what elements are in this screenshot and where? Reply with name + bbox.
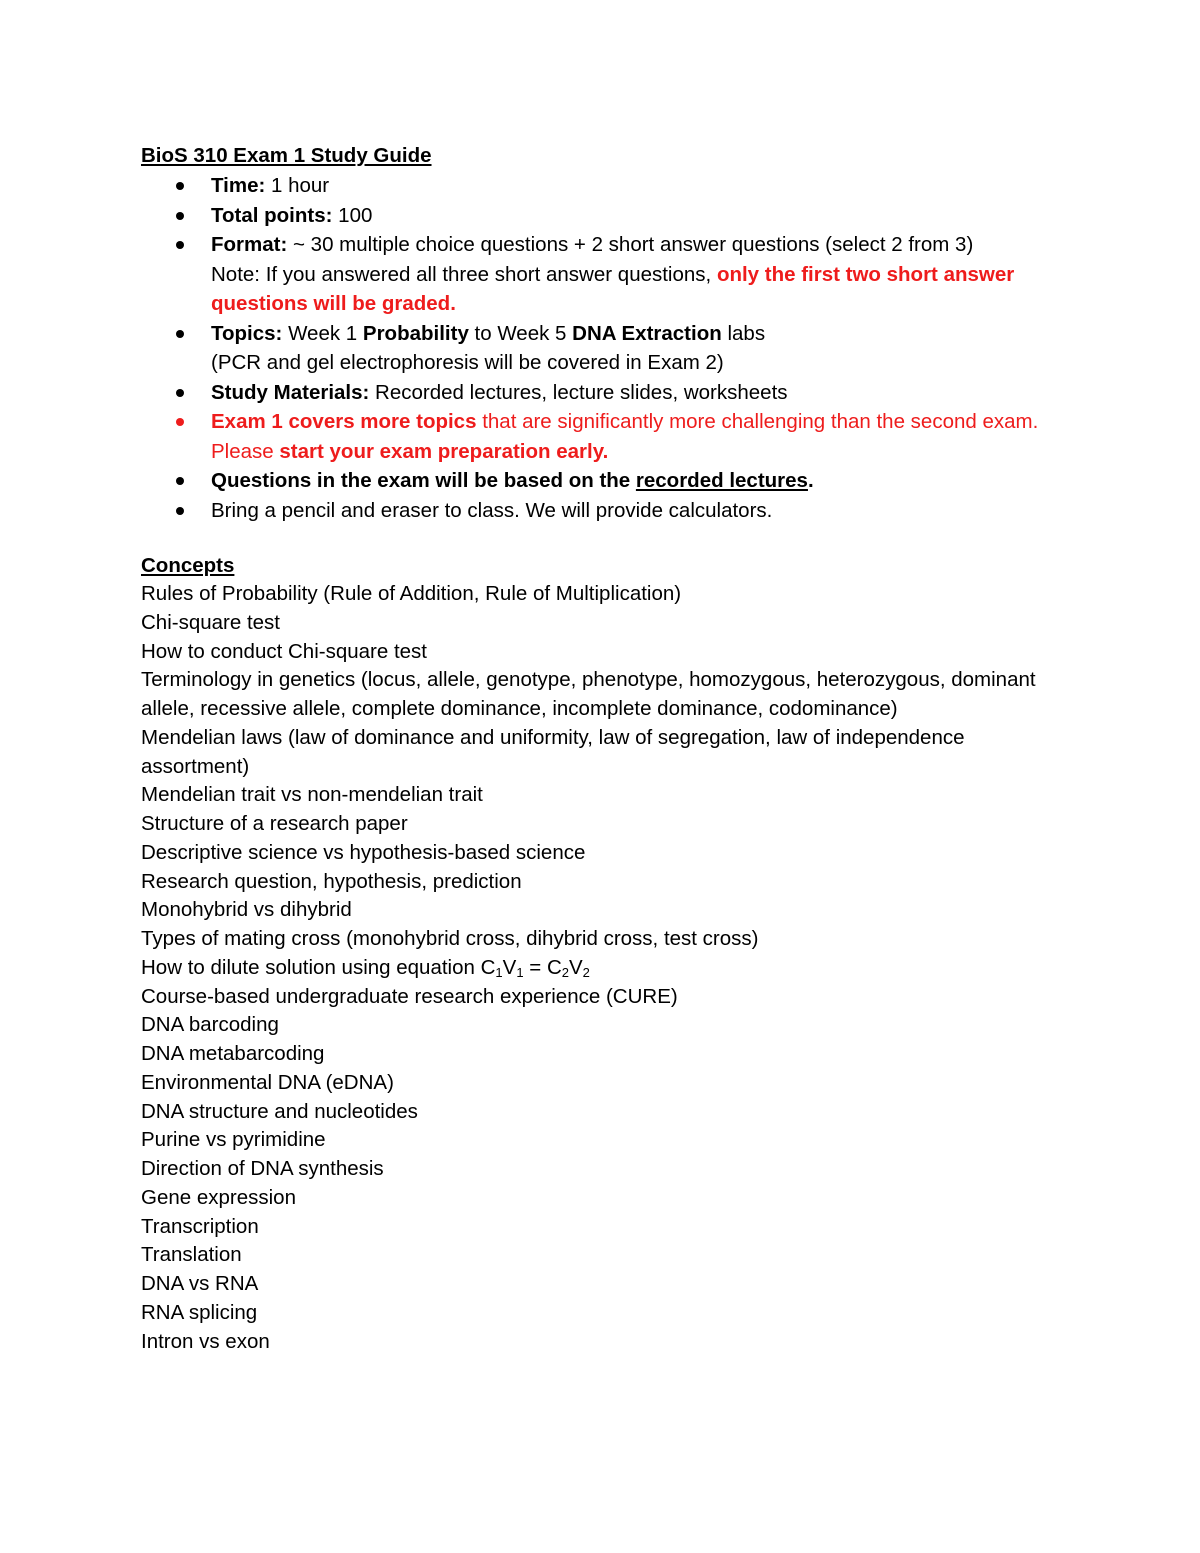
exam-info-list xyxy=(141,171,1071,525)
concepts-list xyxy=(141,580,1071,1356)
topics-note: (PCR and gel electrophoresis will be covered in Exam 2) xyxy=(211,351,724,374)
concept-item: DNA vs RNA xyxy=(141,1272,259,1295)
bullet-materials xyxy=(141,378,1071,408)
topics-dna-extraction: DNA Extraction xyxy=(572,321,722,345)
dilution-v: V xyxy=(568,955,583,979)
concepts-heading: Concepts xyxy=(141,554,235,577)
bullet-dot-icon xyxy=(176,212,184,220)
bullet-dot-icon xyxy=(176,182,184,190)
time-label: Time: xyxy=(211,174,266,197)
concept-item-dilution xyxy=(141,954,1071,983)
dilution-text: How to dilute solution using equation C xyxy=(141,955,496,979)
bullet-dot-icon xyxy=(176,389,184,397)
bullet-warning xyxy=(141,407,1071,466)
concept-item: Descriptive science vs hypothesis-based science xyxy=(141,840,586,864)
bullet-format xyxy=(141,230,1071,319)
topics-label: Topics: xyxy=(211,321,283,345)
points-value: 100 xyxy=(332,203,373,227)
warning-start-early: start your exam preparation early. xyxy=(279,439,609,463)
concept-item: Rules of Probability (Rule of Addition, Rule of Multiplication) xyxy=(141,582,682,605)
concept-item: Chi-square test xyxy=(141,610,281,634)
concept-item: Translation xyxy=(141,1243,242,1267)
bullet-bring xyxy=(141,496,1071,526)
format-label: Format: xyxy=(211,233,288,256)
concept-item: Intron vs exon xyxy=(141,1329,270,1353)
bullet-dot-icon xyxy=(176,477,184,485)
concept-item: DNA metabarcoding xyxy=(141,1042,325,1065)
dilution-eq: = C xyxy=(523,955,562,979)
warning-text: that are significantly more challenging than the second exam. Please xyxy=(211,410,1039,463)
warning-emphasis: Exam 1 covers more topics xyxy=(211,410,477,433)
recorded-lectures-text: recorded lectures xyxy=(635,469,808,492)
concept-item: Gene expression xyxy=(141,1185,296,1209)
topics-post: labs xyxy=(721,321,766,345)
questions-text: Questions in the exam will be based on the xyxy=(211,469,636,492)
concept-item: Structure of a research paper xyxy=(141,812,408,835)
dilution-sub: 1 xyxy=(495,964,503,980)
concept-item: Course-based undergraduate research experience (CURE) xyxy=(141,984,678,1008)
questions-period: . xyxy=(807,469,814,492)
dilution-sub: 2 xyxy=(582,964,590,980)
time-value: 1 hour xyxy=(265,174,330,197)
concept-item: Mendelian trait vs non-mendelian trait xyxy=(141,783,483,807)
bullet-points xyxy=(141,201,1071,231)
dilution-sub: 2 xyxy=(561,964,569,980)
topics-pre: Week 1 xyxy=(282,321,363,345)
dilution-sub: 1 xyxy=(516,964,524,980)
concept-item: Mendelian laws (law of dominance and uniformity, law of segregation, law of independence assortment) xyxy=(141,725,965,778)
concept-item: RNA splicing xyxy=(141,1300,258,1324)
bullet-dot-icon xyxy=(176,418,184,426)
bullet-time xyxy=(141,171,1071,201)
materials-label: Study Materials: xyxy=(211,380,370,404)
document-title: BioS 310 Exam 1 Study Guide xyxy=(141,144,432,167)
document-page xyxy=(141,140,1071,1356)
section-spacer xyxy=(141,525,1071,551)
bullet-questions xyxy=(141,466,1071,496)
concept-item: Terminology in genetics (locus, allele, genotype, phenotype, homozygous, heterozygous, dominant allele, recessive allele, complete dominance, incomplete dominance, codominance) xyxy=(141,668,1036,720)
format-note-emphasis: only the first two short answer questions will be graded. xyxy=(211,262,1015,315)
concept-item: Monohybrid vs dihybrid xyxy=(141,898,352,922)
concept-item: Environmental DNA (eDNA) xyxy=(141,1070,394,1094)
topics-probability: Probability xyxy=(362,321,469,345)
concept-item: Purine vs pyrimidine xyxy=(141,1128,326,1152)
bring-text: Bring a pencil and eraser to class. We will provide calculators. xyxy=(211,498,773,522)
bullet-dot-icon xyxy=(176,241,184,249)
topics-mid: to Week 5 xyxy=(468,321,573,345)
dilution-v: V xyxy=(502,955,517,979)
concept-item: Transcription xyxy=(141,1214,259,1238)
format-value: ~ 30 multiple choice questions + 2 short answer questions (select 2 from 3) xyxy=(287,233,974,256)
materials-value: Recorded lectures, lecture slides, worksheets xyxy=(369,380,788,404)
format-note: Note: If you answered all three short answer questions, xyxy=(211,262,717,286)
bullet-dot-icon xyxy=(176,330,184,338)
concept-item: How to conduct Chi-square test xyxy=(141,639,427,663)
concept-item: Types of mating cross (monohybrid cross, dihybrid cross, test cross) xyxy=(141,927,759,950)
concept-item: Research question, hypothesis, prediction xyxy=(141,869,522,893)
concept-item: DNA structure and nucleotides xyxy=(141,1099,418,1123)
points-label: Total points: xyxy=(211,203,333,227)
concept-item: Direction of DNA synthesis xyxy=(141,1157,384,1180)
concept-item: DNA barcoding xyxy=(141,1013,279,1037)
bullet-dot-icon xyxy=(176,507,184,515)
bullet-topics xyxy=(141,319,1071,378)
